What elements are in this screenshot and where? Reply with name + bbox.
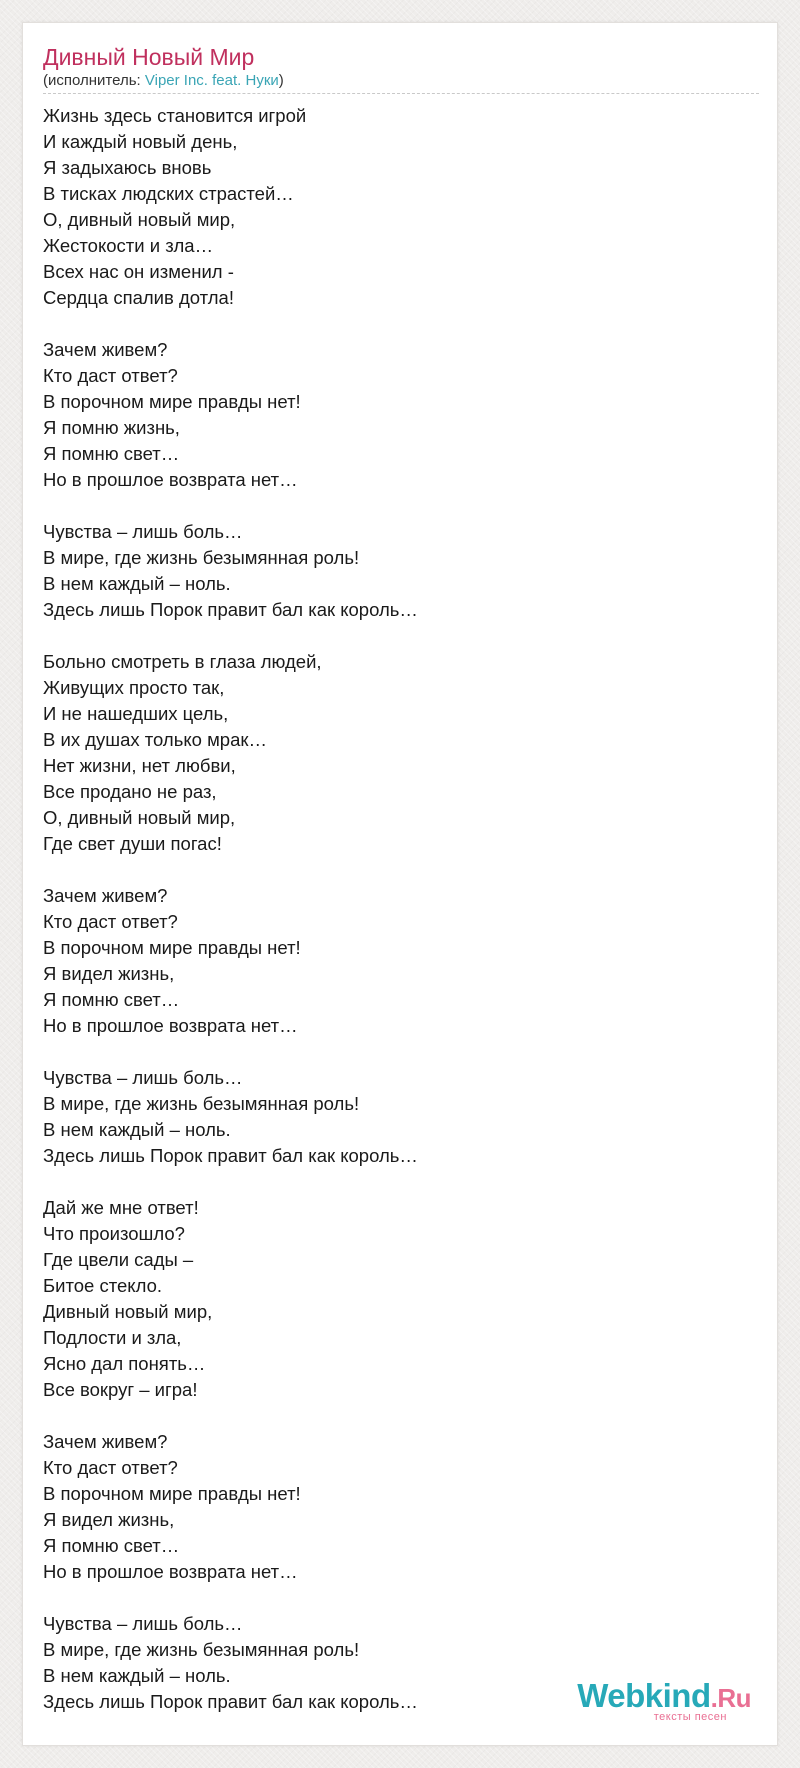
lyric-line: О, дивный новый мир, [43, 209, 236, 230]
lyric-line: Всех нас он изменил - [43, 261, 234, 282]
song-header [43, 43, 759, 90]
lyric-line: В порочном мире правды нет! [43, 937, 301, 958]
lyrics-stanza [43, 883, 759, 1039]
lyric-line: Битое стекло. [43, 1275, 162, 1296]
lyric-line: Сердца спалив дотла! [43, 287, 234, 308]
lyric-line: Дивный новый мир, [43, 1301, 213, 1322]
lyric-line: Но в прошлое возврата нет… [43, 1015, 298, 1036]
lyrics-stanza [43, 103, 759, 311]
lyric-line: В нем каждый – ноль. [43, 1665, 231, 1686]
lyric-line: Зачем живем? [43, 1431, 168, 1452]
lyric-line: В мире, где жизнь безымянная роль! [43, 1639, 360, 1660]
lyric-line: Я помню свет… [43, 1535, 180, 1556]
lyric-line: Больно смотреть в глаза людей, [43, 651, 322, 672]
lyric-line: Кто даст ответ? [43, 1457, 178, 1478]
lyric-line: Живущих просто так, [43, 677, 225, 698]
lyrics-stanza [43, 1195, 759, 1403]
lyric-line: Я помню свет… [43, 443, 180, 464]
lyric-line: В мире, где жизнь безымянная роль! [43, 1093, 360, 1114]
lyrics-stanza [43, 519, 759, 623]
lyric-line: Жестокости и зла… [43, 235, 214, 256]
logo-subtitle: тексты песен [653, 1711, 727, 1723]
lyric-line: Ясно дал понять… [43, 1353, 206, 1374]
lyric-line: Кто даст ответ? [43, 365, 178, 386]
lyric-line: Я видел жизнь, [43, 963, 175, 984]
lyric-line: Дай же мне ответ! [43, 1197, 199, 1218]
lyric-line: Здесь лишь Порок правит бал как король… [43, 1145, 418, 1166]
lyric-line: Но в прошлое возврата нет… [43, 469, 298, 490]
artist-suffix: ) [278, 72, 284, 89]
lyric-line: В нем каждый – ноль. [43, 1119, 231, 1140]
lyric-line: Где свет души погас! [43, 833, 222, 854]
lyric-line: Здесь лишь Порок правит бал как король… [43, 599, 418, 620]
lyric-line: В тисках людских страстей… [43, 183, 294, 204]
lyric-line: В их душах только мрак… [43, 729, 267, 750]
lyrics-body [43, 103, 759, 1741]
artist-link[interactable]: Viper Inc. feat. Нуки [144, 72, 279, 89]
lyric-line: Чувства – лишь боль… [43, 1613, 243, 1634]
lyric-line: Я видел жизнь, [43, 1509, 175, 1530]
webkind-logo[interactable] [551, 1677, 751, 1725]
lyric-line: В нем каждый – ноль. [43, 573, 231, 594]
lyric-line: Зачем живем? [43, 339, 168, 360]
lyric-line: Но в прошлое возврата нет… [43, 1561, 298, 1582]
lyric-line: Я задыхаюсь вновь [43, 157, 212, 178]
lyric-line: Жизнь здесь становится игрой [43, 105, 307, 126]
lyric-line: В порочном мире правды нет! [43, 1483, 301, 1504]
lyric-line: Здесь лишь Порок правит бал как король… [43, 1691, 418, 1712]
lyric-line: Я помню жизнь, [43, 417, 180, 438]
lyric-line: Зачем живем? [43, 885, 168, 906]
lyric-line: В мире, где жизнь безымянная роль! [43, 547, 360, 568]
lyrics-card [22, 22, 778, 1746]
lyric-line: Чувства – лишь боль… [43, 1067, 243, 1088]
artist-line [43, 72, 759, 90]
lyric-line: Кто даст ответ? [43, 911, 178, 932]
lyric-line: Нет жизни, нет любви, [43, 755, 236, 776]
header-divider [43, 93, 759, 94]
lyrics-stanza [43, 649, 759, 857]
logo-main-text: Webkind [577, 1677, 711, 1714]
lyric-line: Где цвели сады – [43, 1249, 194, 1270]
artist-prefix: (исполнитель: [43, 72, 145, 89]
lyrics-stanza [43, 1429, 759, 1585]
lyric-line: Все вокруг – игра! [43, 1379, 198, 1400]
lyric-line: Все продано не раз, [43, 781, 217, 802]
lyrics-stanza [43, 1065, 759, 1169]
song-title: Дивный Новый Мир [43, 44, 255, 70]
logo-tld-text: .Ru [710, 1683, 751, 1713]
lyric-line: Что произошло? [43, 1223, 185, 1244]
lyric-line: Я помню свет… [43, 989, 180, 1010]
lyric-line: И не нашедших цель, [43, 703, 229, 724]
lyric-line: Чувства – лишь боль… [43, 521, 243, 542]
lyric-line: В порочном мире правды нет! [43, 391, 301, 412]
lyric-line: И каждый новый день, [43, 131, 238, 152]
lyric-line: О, дивный новый мир, [43, 807, 236, 828]
lyric-line: Подлости и зла, [43, 1327, 182, 1348]
lyrics-stanza [43, 337, 759, 493]
